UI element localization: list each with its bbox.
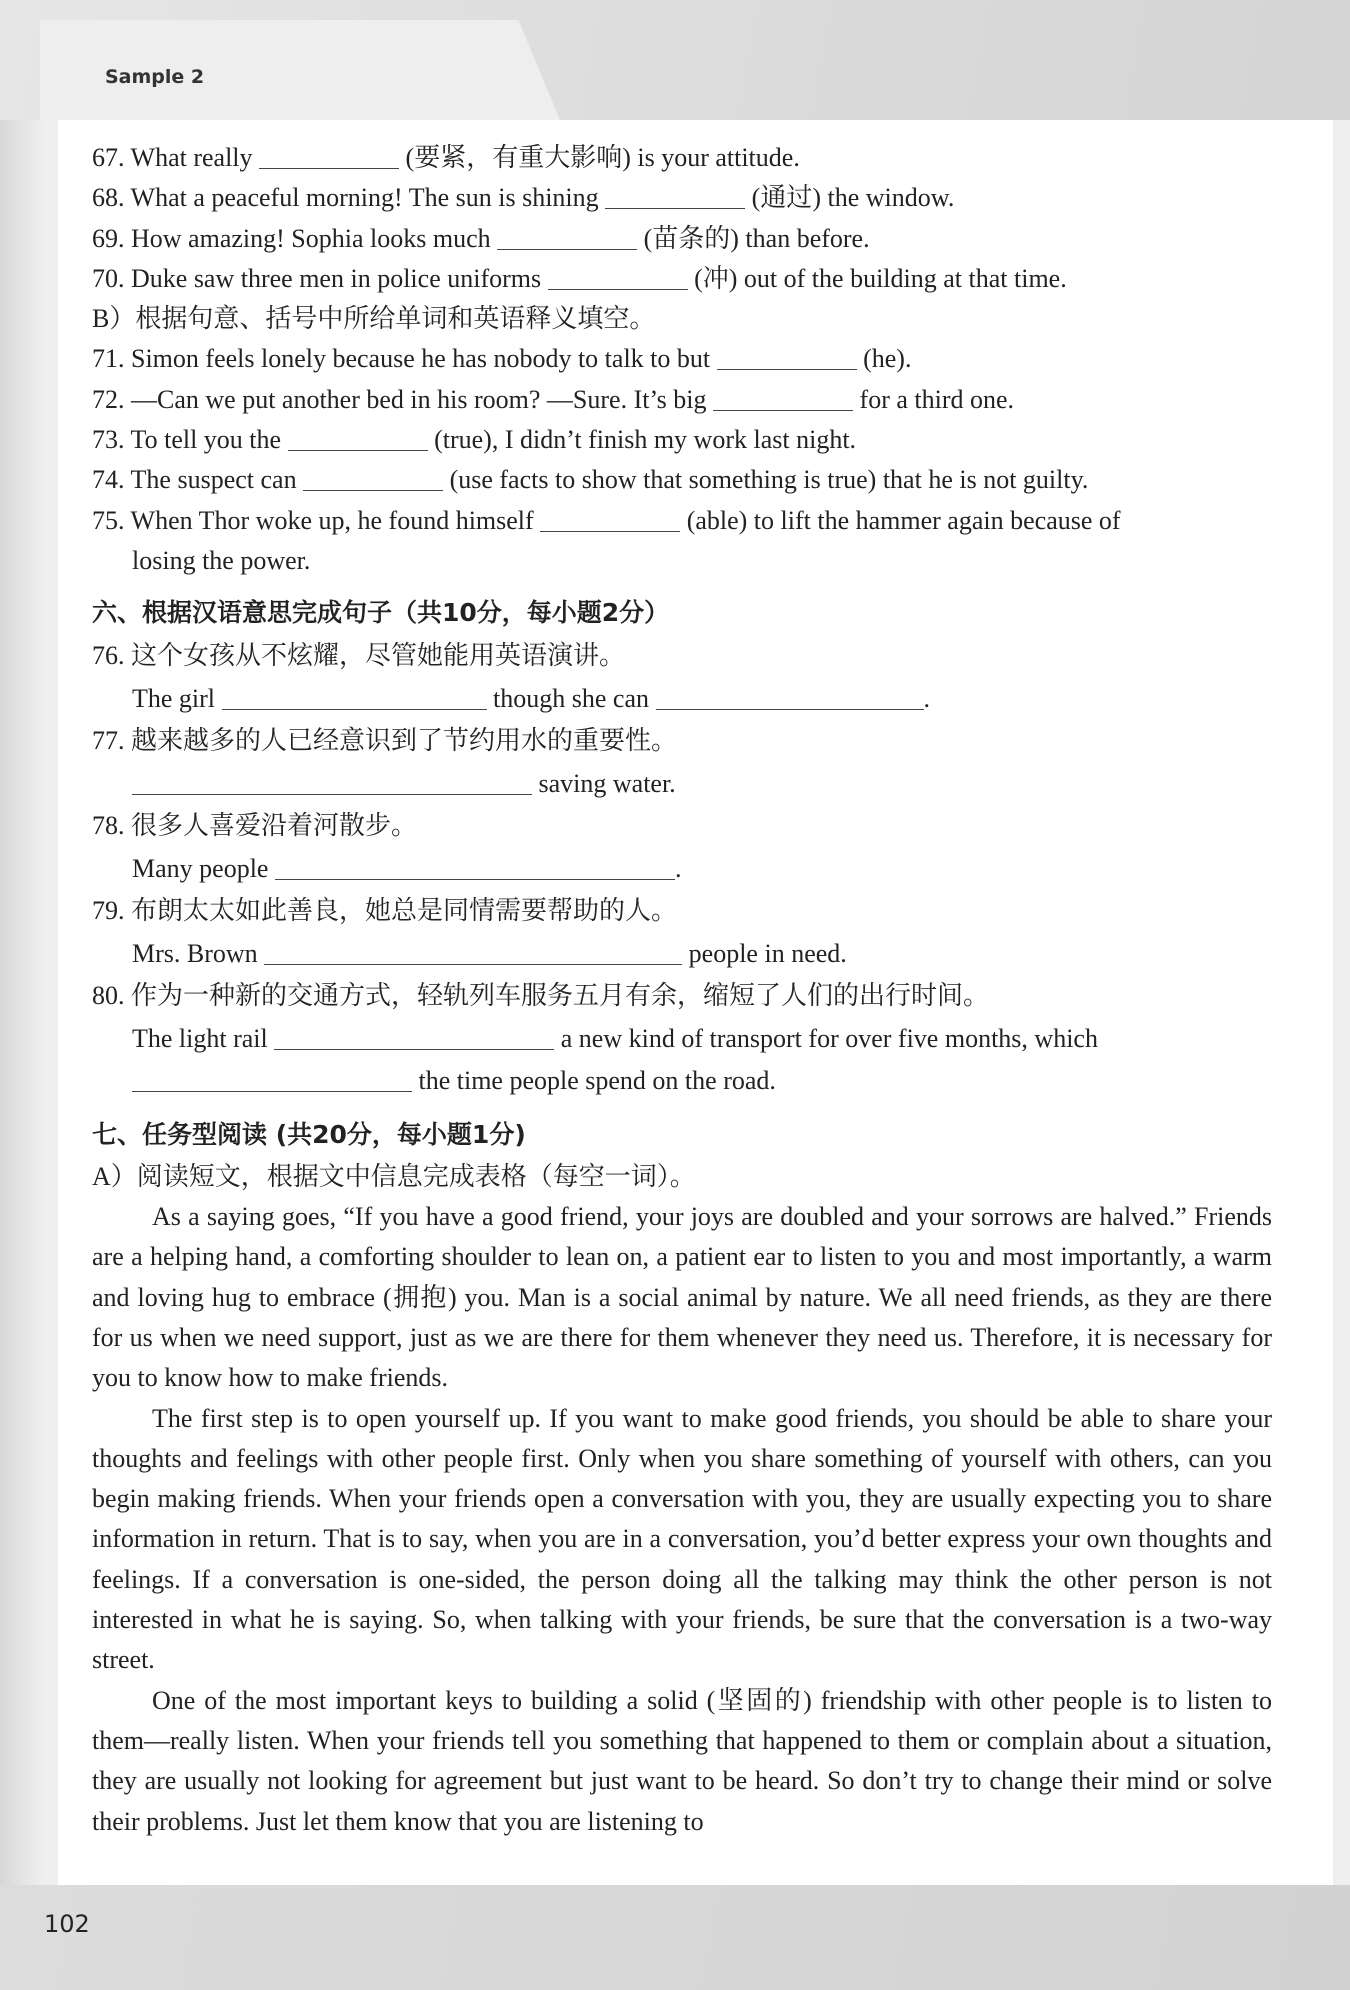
question-76-prompt: 76. 这个女孩从不炫耀，尽管她能用英语演讲。: [92, 641, 626, 671]
q78-text: Many people: [132, 853, 275, 883]
q79-text: Mrs. Brown: [132, 938, 265, 968]
q80-blank-1[interactable]: [274, 1023, 554, 1050]
passage-paragraph-1: As a saying goes, “If you have a good friend, your joys are doubled and your sorrows are halved.” Friends are a helping hand, a comforting shoulder to lean on, a patient ear to listen to you and most importantly, a warm and loving hug to embrace (拥抱) you. Man is a social animal by nature. We all need friends, as they are there for us when we need support, just as we are there for them whenever they need us. Therefore, it is necessary for you to know how to make friends.: [92, 1202, 1272, 1393]
q79-text-end: people in need.: [682, 938, 847, 968]
question-80-answer-2: [92, 1060, 1272, 1103]
section-6-questions: [92, 635, 1272, 1103]
q74-text: 74. The suspect can: [92, 465, 304, 495]
question-79-answer: [92, 933, 1272, 976]
q75-text: 75. When Thor woke up, he found himself: [92, 505, 541, 535]
q74-blank[interactable]: [303, 464, 443, 491]
q69-blank[interactable]: [497, 223, 637, 250]
q80-blank-2[interactable]: [132, 1065, 412, 1092]
question-75-continued: losing the power.: [132, 545, 311, 575]
q72-text-after: for a third one.: [853, 384, 1015, 414]
q67-text-after: (要紧，有重大影响) is your attitude.: [399, 143, 800, 172]
q67-blank[interactable]: [259, 142, 399, 169]
page-number: 102: [44, 1910, 90, 1938]
q71-text: 71. Simon feels lonely because he has nobody to talk to but: [92, 344, 717, 374]
q76-text: The girl: [132, 683, 222, 713]
q80-text: The light rail: [132, 1023, 275, 1053]
q69-text: 69. How amazing! Sophia looks much: [92, 223, 498, 253]
q76-text-end: .: [923, 683, 930, 713]
question-79-prompt: 79. 布朗太太如此善良，她总是同情需要帮助的人。: [92, 896, 678, 926]
q71-blank[interactable]: [717, 343, 857, 370]
section-7-title: 七、任务型阅读 (共20分，每小题1分): [92, 1119, 526, 1149]
q78-text-end: .: [674, 853, 682, 883]
question-80-answer-1: [92, 1018, 1272, 1061]
q80-text-end: the time people spend on the road.: [412, 1066, 776, 1096]
question-78-prompt: 78. 很多人喜爱沿着河散步。: [92, 811, 418, 841]
q70-text-after: (冲) out of the building at that time.: [687, 263, 1067, 293]
question-74: [92, 460, 1272, 500]
q73-text: 73. To tell you the: [92, 425, 288, 455]
q80-text-middle: a new kind of transport for over five months, which: [554, 1023, 1098, 1053]
question-77-prompt: 77. 越来越多的人已经意识到了节约用水的重要性。: [92, 726, 678, 756]
q68-blank[interactable]: [605, 182, 745, 209]
q73-text-after: (true), I didn’t finish my work last night.: [427, 425, 857, 455]
q70-blank[interactable]: [548, 263, 688, 290]
q77-text: saving water.: [532, 768, 676, 798]
worksheet-content: [92, 138, 1272, 1842]
q67-text: 67. What really: [92, 143, 260, 172]
q72-text: 72. —Can we put another bed in his room? —Sure. It’s big: [92, 384, 714, 414]
q74-text-after: (use facts to show that something is true) that he is not guilty.: [443, 465, 1089, 495]
q76-blank-1[interactable]: [222, 683, 487, 710]
q75-text-after: (able) to lift the hammer again because of: [680, 505, 1121, 535]
question-70: [92, 259, 1272, 299]
q73-blank[interactable]: [288, 424, 428, 451]
q71-text-after: (he).: [856, 344, 912, 374]
question-68: [92, 178, 1272, 218]
sample-label: Sample 2: [105, 66, 205, 88]
q69-text-after: (苗条的) than before.: [637, 223, 870, 253]
footer-band: [0, 1885, 1350, 1990]
section-7-instruction: A）阅读短文，根据文中信息完成表格（每空一词）。: [92, 1161, 696, 1191]
q70-text: 70. Duke saw three men in police uniforms: [92, 263, 548, 293]
question-77-answer: [92, 763, 1272, 806]
question-80-prompt: 80. 作为一种新的交通方式，轻轨列车服务五月有余，缩短了人们的出行时间。: [92, 981, 990, 1011]
question-69: [92, 219, 1272, 259]
passage-paragraph-3: One of the most important keys to building a solid (坚固的) friendship with other people is to listen to them—really listen. When your friends tell you something that happened to them or complain about a situation, they are usually not looking for agreement but just want to be heard. So don’t try to change their mind or solve their problems. Just let them know that you are listening to: [92, 1685, 1272, 1836]
question-67: [92, 138, 1272, 178]
section-6-title: 六、根据汉语意思完成句子（共10分，每小题2分）: [92, 598, 670, 628]
q78-blank[interactable]: [275, 853, 675, 880]
q76-text-middle: though she can: [486, 683, 656, 713]
question-72: [92, 380, 1272, 420]
question-71: [92, 339, 1272, 379]
q72-blank[interactable]: [713, 384, 853, 411]
q68-text-after: (通过) the window.: [745, 183, 955, 213]
q77-blank[interactable]: [132, 768, 532, 795]
q75-blank[interactable]: [540, 505, 680, 532]
passage-paragraph-2: The first step is to open yourself up. If you want to make good friends, you should be able to share your thoughts and feelings with other people first. Only when you share something of yourself with others, can you begin making friends. When your friends open a conversation with you, they are usually expecting you to share information in return. That is to say, when you are in a conversation, you’d better express your own thoughts and feelings. If a conversation is one-sided, the person doing all the talking may think the other person is not interested in what he is saying. So, when talking with your friends, be sure that the conversation is a two-way street.: [92, 1403, 1272, 1675]
q76-blank-2[interactable]: [656, 683, 924, 710]
question-76-answer: [92, 678, 1272, 721]
question-75: [92, 501, 1272, 541]
question-78-answer: [92, 848, 1272, 891]
question-73: [92, 420, 1272, 460]
q68-text: 68. What a peaceful morning! The sun is shining: [92, 183, 606, 213]
part-b-instruction: B）根据句意、括号中所给单词和英语释义填空。: [92, 304, 656, 334]
q79-blank[interactable]: [264, 938, 682, 965]
